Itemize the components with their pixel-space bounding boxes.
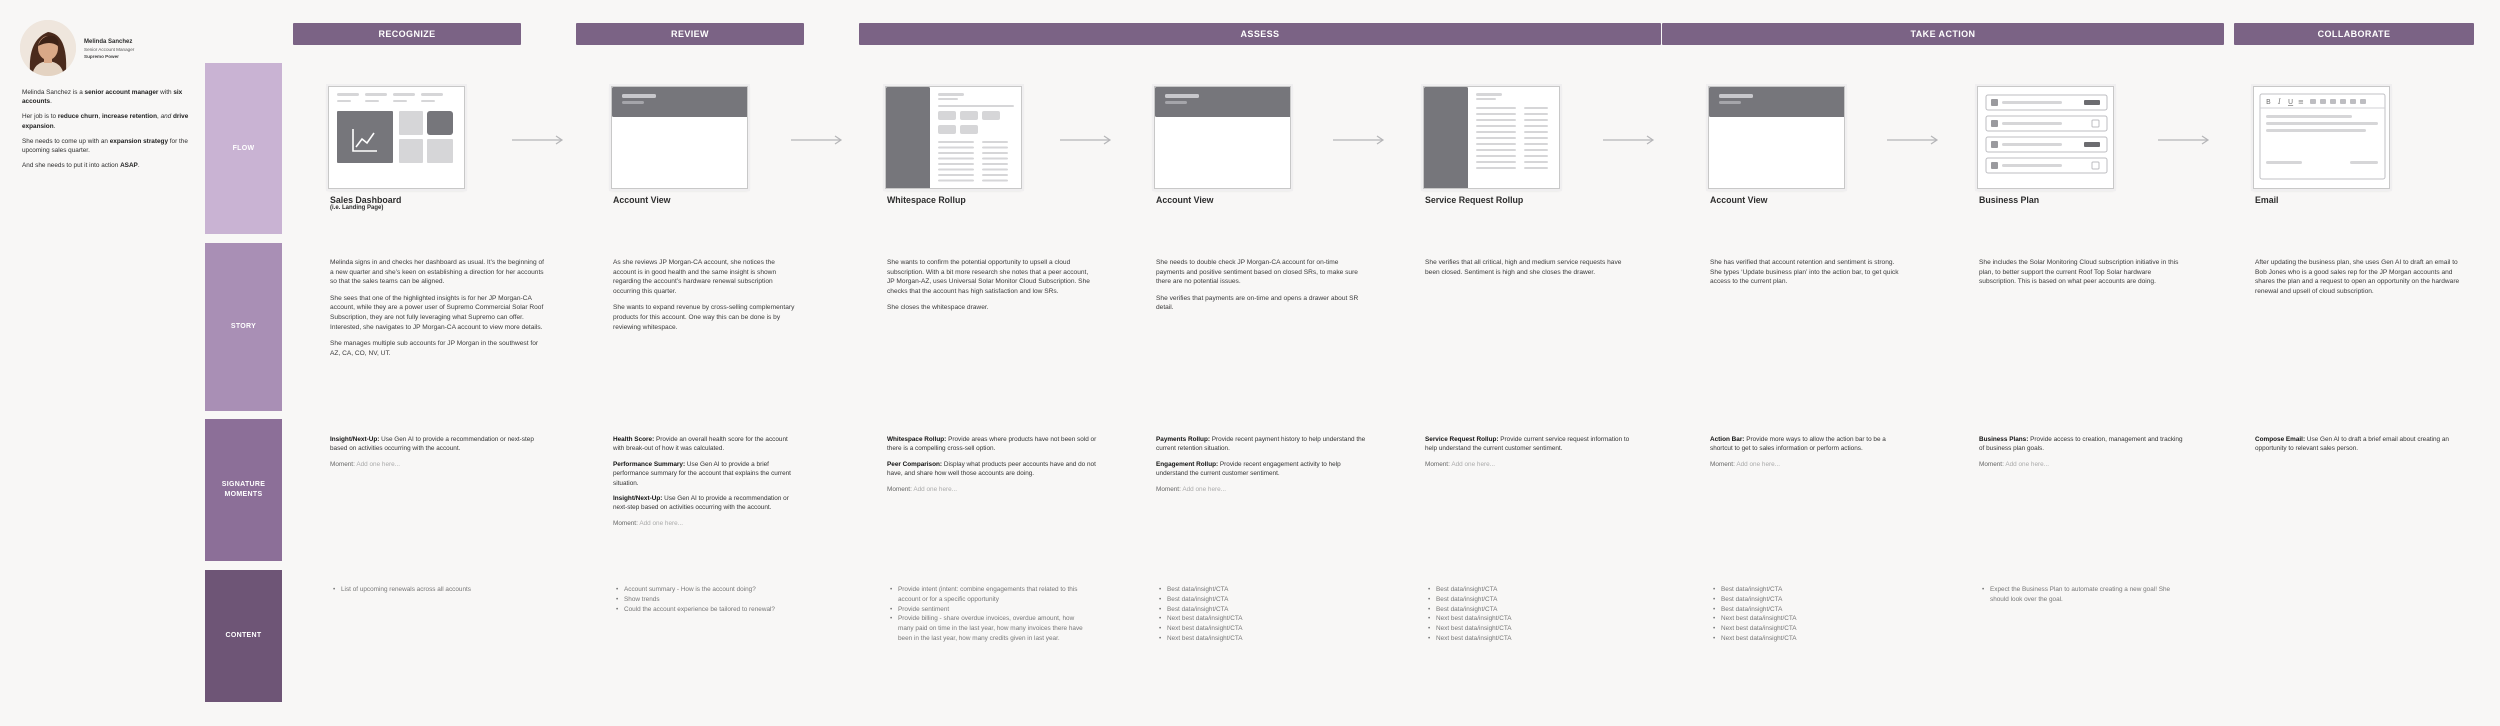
signature-moments — [2255, 435, 2465, 460]
mockup-shape — [938, 163, 974, 165]
signature-moment — [887, 435, 1097, 454]
signature-moment-label: Health Score: — [613, 436, 655, 443]
mockup-shape — [365, 93, 387, 96]
content-list — [615, 585, 792, 614]
signature-moment-label: Service Request Rollup: — [1425, 436, 1499, 443]
mockup-shape — [1476, 161, 1516, 163]
content-item: • Best data/insight/CTA — [1158, 605, 1360, 615]
signature-moments — [1425, 435, 1635, 475]
signature-moment — [1710, 435, 1905, 454]
mockup-shape — [982, 174, 1008, 176]
row-label-content: CONTENT — [205, 570, 282, 702]
add-moment[interactable] — [1710, 460, 1905, 469]
account-view-mockup-icon — [611, 86, 748, 189]
phase-recognize: RECOGNIZE — [293, 23, 521, 45]
signature-moment-label: Payments Rollup: — [1156, 436, 1210, 443]
mockup-shape — [982, 169, 1008, 171]
mockup-shape — [938, 98, 958, 100]
signature-moment-label: Compose Email: — [2255, 436, 2306, 443]
story-paragraph: She includes the Solar Monitoring Cloud subscription initiative in this plan, to better support the current Roof Top Solar hardware subscription. This is based on what peer accounts are doing. — [1979, 259, 2179, 286]
mockup-shape — [938, 125, 956, 134]
mockup-shape — [337, 100, 351, 102]
mockup-shape — [1476, 125, 1516, 127]
mockup-shape — [1991, 162, 1998, 169]
mockup-shape — [1476, 119, 1516, 121]
mockup-shape — [938, 93, 964, 96]
mockup-shape — [1524, 119, 1548, 121]
moment-placeholder[interactable]: Add one here... — [2005, 460, 2050, 468]
mockup-shape — [938, 111, 956, 120]
signature-moment — [1156, 460, 1366, 479]
arrow-right-icon — [791, 135, 843, 145]
mockup-shape — [960, 111, 978, 120]
signature-moments — [1710, 435, 1905, 475]
mockup-shape — [2266, 129, 2366, 132]
mockup-shape — [960, 125, 978, 134]
signature-moment-text: Provide more ways to allow the action bar to be a shortcut to get to sales information or perform actions. — [1710, 436, 1886, 453]
phase-take-action: TAKE ACTION — [1662, 23, 2224, 45]
mockup-shape — [1524, 137, 1548, 139]
add-moment[interactable] — [330, 460, 545, 469]
content-item: • List of upcoming renewals across all accounts — [332, 585, 539, 595]
signature-moments — [887, 435, 1097, 500]
mockup-shape — [938, 105, 1014, 107]
story-paragraph: As she reviews JP Morgan-CA account, she notices the account is in good health and the same insight is shown regarding the account’s hardware renewal subscription occurring this quarter. — [613, 259, 777, 295]
story-paragraph: She verifies that all critical, high and medium service requests have been closed. Sentiment is high and she closes the drawer. — [1425, 259, 1622, 276]
step-title: Account View — [1710, 195, 1768, 205]
mockup-shape — [2084, 142, 2100, 147]
whitespace-rollup-mockup-icon — [885, 86, 1022, 189]
mockup-shape — [982, 147, 1008, 149]
signature-moment-label: Whitespace Rollup: — [887, 436, 947, 443]
moment-placeholder[interactable]: Add one here... — [1736, 460, 1781, 468]
arrow-right-icon — [512, 135, 564, 145]
mockup-shape — [337, 93, 359, 96]
signature-moment-label: Business Plans: — [1979, 436, 2029, 443]
mockup-shape — [393, 100, 407, 102]
persona-description — [22, 88, 190, 176]
add-moment[interactable] — [613, 519, 798, 528]
mockup-shape — [2310, 99, 2316, 104]
mockup-shape — [2360, 99, 2366, 104]
mockup-shape — [2340, 99, 2346, 104]
mockup-shape — [982, 180, 1008, 182]
mockup-shape — [938, 152, 974, 154]
persona-paragraph: Melinda Sanchez is a senior account manager with six accounts. — [22, 89, 183, 106]
mockup-shape — [938, 158, 974, 160]
story-text — [2255, 258, 2465, 303]
story-text — [1979, 258, 2189, 294]
mockup-shape — [2266, 161, 2302, 164]
service-request-mockup-icon — [1423, 86, 1560, 189]
content-list — [332, 585, 539, 595]
arrow-right-icon — [1603, 135, 1655, 145]
mockup-shape — [1476, 93, 1502, 96]
signature-moment — [613, 494, 798, 513]
mockup-shape — [427, 111, 453, 135]
mockup-shape — [938, 174, 974, 176]
mockup-shape — [1476, 155, 1516, 157]
story-paragraph: She wants to expand revenue by cross-selling complementary products for this account. One way this can be done is by reviewing whitespace. — [613, 304, 795, 331]
story-text — [1425, 258, 1635, 284]
signature-moment-label: Action Bar: — [1710, 436, 1745, 443]
mockup-shape — [1476, 107, 1516, 109]
step-title: Sales Dashboard — [330, 195, 402, 205]
mockup-shape: B — [2266, 98, 2271, 106]
content-list — [1158, 585, 1360, 644]
mockup-shape — [938, 147, 974, 149]
avatar — [20, 20, 76, 76]
story-paragraph: She manages multiple sub accounts for JP Morgan in the southwest for AZ, CA, CO, NV, UT. — [330, 340, 539, 357]
signature-moment-label: Engagement Rollup: — [1156, 460, 1219, 468]
email-composer-mockup-icon — [2253, 86, 2390, 189]
mockup-shape — [2002, 122, 2062, 125]
signature-moment-label: Performance Summary: — [613, 460, 686, 468]
mockup-shape — [886, 87, 930, 189]
mockup-shape — [938, 169, 974, 171]
persona-paragraph: And she needs to put it into action ASAP. — [22, 162, 140, 170]
moment-placeholder[interactable]: Add one here... — [356, 460, 401, 468]
content-list — [889, 585, 1091, 644]
signature-moment-text: Provide recent engagement activity to help understand the current customer sentiment. — [1156, 460, 1341, 478]
content-item: • Best data/insight/CTA — [1712, 605, 1899, 615]
signature-moment-text: Use Gen AI to provide a brief performance summary for the account that explains the current situation. — [613, 460, 791, 487]
signature-moment — [1425, 435, 1635, 454]
mockup-shape — [1476, 137, 1516, 139]
mockup-shape — [622, 101, 644, 104]
mockup-shape — [1476, 167, 1516, 169]
mockup-shape — [1476, 98, 1496, 100]
story-text — [1710, 258, 1905, 294]
story-paragraph: She has verified that account retention and sentiment is strong. She types ‘Update business plan’ into the action bar, to get quick access to the current plan. — [1710, 259, 1899, 286]
mockup-shape — [1165, 101, 1187, 104]
signature-moment-text: Provide recent payment history to help understand the current retention situation. — [1156, 436, 1366, 453]
dashboard-mockup-icon — [328, 86, 465, 189]
mockup-shape — [2092, 120, 2099, 127]
mockup-shape — [1476, 143, 1516, 145]
step-title: Business Plan — [1979, 195, 2040, 205]
arrow-right-icon — [2158, 135, 2210, 145]
row-label-signature-moments: SIGNATURE MOMENTS — [205, 419, 282, 561]
signature-moments — [1156, 435, 1366, 500]
mockup-shape — [365, 100, 379, 102]
moment-placeholder[interactable]: Add one here... — [1182, 485, 1227, 493]
content-item: • Best data/insight/CTA — [1427, 595, 1629, 605]
row-label-flow: FLOW — [205, 63, 282, 234]
mockup-shape — [1524, 155, 1548, 157]
mockup-shape — [1991, 141, 1998, 148]
mockup-shape — [399, 139, 423, 163]
mockup-shape — [1524, 143, 1548, 145]
mockup-shape — [1524, 125, 1548, 127]
content-item: • Provide billing - share overdue invoices, overdue amount, how many paid on time in the last year, how many invoices there have been in the last year, how many credits given in last year. — [889, 614, 1091, 643]
content-item: • Next best data/insight/CTA — [1712, 634, 1899, 644]
signature-moment-label: Insight/Next-Up: — [613, 495, 663, 503]
signature-moment — [330, 435, 545, 454]
signature-moment-text: Provide areas where products have not been sold or there is a compelling cross-sell option. — [887, 436, 1097, 453]
moment-label: Moment: — [1979, 460, 2004, 468]
step-title: Account View — [1156, 195, 1214, 205]
story-text — [887, 258, 1097, 320]
content-item: • Account summary - How is the account doing? — [615, 585, 792, 595]
content-item: • Provide sentiment — [889, 605, 1091, 615]
mockup-shape: I — [2278, 98, 2281, 106]
story-text — [613, 258, 798, 339]
mockup-shape — [1524, 107, 1548, 109]
mockup-shape — [938, 180, 974, 182]
account-view-mockup-icon — [1708, 86, 1845, 189]
mockup-shape — [1524, 161, 1548, 163]
signature-moment-text: Use Gen AI to draft a brief email about creating an opportunity to relevant sales person. — [2255, 436, 2449, 453]
signature-moment — [887, 460, 1097, 479]
mockup-shape — [2002, 164, 2062, 167]
mockup-shape — [1524, 149, 1548, 151]
mockup-shape — [1991, 120, 1998, 127]
mockup-shape — [1719, 101, 1741, 104]
moment-placeholder[interactable]: Add one here... — [639, 519, 684, 527]
mockup-shape — [2084, 100, 2100, 105]
signature-moment — [613, 435, 798, 454]
content-list — [1427, 585, 1629, 644]
signature-moment-text: Use Gen AI to provide a recommendation or next-step based on activities occurring with the account. — [330, 436, 534, 453]
mockup-shape — [2260, 94, 2385, 179]
persona-name: Melinda Sanchez — [84, 39, 133, 45]
story-text — [1156, 258, 1366, 320]
mockup-shape — [1476, 113, 1516, 115]
mockup-shape: U — [2288, 98, 2294, 106]
content-item: • Best data/insight/CTA — [1427, 585, 1629, 595]
mockup-shape — [1476, 131, 1516, 133]
mockup-shape — [1165, 94, 1199, 98]
business-plan-mockup-icon — [1977, 86, 2114, 189]
signature-moments — [330, 435, 545, 475]
phase-assess: ASSESS — [859, 23, 1661, 45]
content-item: • Best data/insight/CTA — [1712, 595, 1899, 605]
mockup-shape — [2266, 122, 2378, 125]
mockup-shape: ≡ — [2298, 98, 2304, 106]
mockup-shape — [2330, 99, 2336, 104]
signature-moment-text: Provide access to creation, management and tracking of business plan goals. — [1979, 436, 2183, 453]
story-paragraph: After updating the business plan, she uses Gen AI to draft an email to Bob Jones who is a good sales rep for the JP Morgan accounts and shares the plan and a request to open an opportunity on the hardware renewal and upsell of cloud subscription. — [2255, 259, 2460, 295]
content-item: • Best data/insight/CTA — [1158, 595, 1360, 605]
moment-placeholder[interactable]: Add one here... — [1451, 460, 1496, 468]
mockup-shape — [337, 111, 393, 163]
content-item: • Expect the Business Plan to automate creating a new goal! She should look over the goal. — [1981, 585, 2183, 605]
story-paragraph: She sees that one of the highlighted insights is for her JP Morgan-CA account, while they are a power user of Supremo Commercial Solar Roof Subscription, they are not fully leveraging what Supremo can offer. Interested, she navigates to JP Morgan-CA account to view more details. — [330, 294, 544, 331]
mockup-shape — [1524, 113, 1548, 115]
content-list — [1981, 585, 2183, 605]
content-item: • Next best data/insight/CTA — [1427, 614, 1629, 624]
signature-moment-label: Insight/Next-Up: — [330, 436, 380, 443]
mockup-shape — [2002, 143, 2062, 146]
story-paragraph: Melinda signs in and checks her dashboard as usual. It’s the beginning of a new quarter and she’s keen on establishing a direction for her accounts so that the sales teams can be aligned. — [330, 259, 544, 286]
signature-moment-text: Provide an overall health score for the account with break-out of how it was calculated. — [613, 436, 788, 453]
persona-paragraph: She needs to come up with an expansion strategy for the upcoming sales quarter. — [22, 137, 188, 155]
content-item: • Next best data/insight/CTA — [1712, 614, 1899, 624]
story-paragraph: She closes the whitespace drawer. — [887, 304, 989, 312]
persona-title: Senior Account Manager — [84, 47, 135, 52]
signature-moment-label: Peer Comparison: — [887, 460, 943, 468]
phase-collaborate: COLLABORATE — [2234, 23, 2474, 45]
moment-label: Moment: — [330, 460, 355, 468]
arrow-right-icon — [1333, 135, 1385, 145]
mockup-shape — [982, 111, 1000, 120]
signature-moment-text: Provide current service request information to help understand the current customer sentiment. — [1425, 436, 1630, 453]
content-item: • Could the account experience be tailored to renewal? — [615, 605, 792, 615]
content-item: • Next best data/insight/CTA — [1158, 624, 1360, 634]
moment-label: Moment: — [1710, 460, 1735, 468]
signature-moments — [613, 435, 798, 534]
step-title: Email — [2255, 195, 2279, 205]
step-title: Account View — [613, 195, 671, 205]
moment-placeholder[interactable]: Add one here... — [913, 485, 958, 493]
account-view-mockup-icon — [1154, 86, 1291, 189]
add-moment[interactable] — [887, 485, 1097, 494]
mockup-shape — [2320, 99, 2326, 104]
content-item: • Show trends — [615, 595, 792, 605]
content-item: • Best data/insight/CTA — [1158, 585, 1360, 595]
content-item: • Next best data/insight/CTA — [1427, 634, 1629, 644]
story-paragraph: She verifies that payments are on-time and opens a drawer about SR detail. — [1156, 294, 1359, 312]
signature-moment — [1156, 435, 1366, 454]
mockup-shape — [2266, 115, 2352, 118]
phase-review: REVIEW — [576, 23, 804, 45]
content-item: • Provide intent (intent: combine engagements that related to this account or for a specific opportunity — [889, 585, 1091, 605]
content-item: • Best data/insight/CTA — [1712, 585, 1899, 595]
signature-moment-text: Display what products peer accounts have and do not have, and share how well those accounts are doing. — [887, 460, 1096, 478]
content-item: • Best data/insight/CTA — [1427, 605, 1629, 615]
add-moment[interactable] — [1425, 460, 1635, 469]
content-item: • Next best data/insight/CTA — [1427, 624, 1629, 634]
add-moment[interactable] — [1156, 485, 1366, 494]
content-item: • Next best data/insight/CTA — [1158, 634, 1360, 644]
mockup-shape — [399, 111, 423, 135]
mockup-shape — [982, 158, 1008, 160]
persona-paragraph: Her job is to reduce churn, increase retention, and drive expansion. — [22, 113, 189, 130]
mockup-shape — [421, 100, 435, 102]
story-text — [330, 258, 545, 365]
arrow-right-icon — [1060, 135, 1112, 145]
signature-moment — [2255, 435, 2465, 454]
mockup-shape — [2350, 99, 2356, 104]
persona-company: Supremo Power — [84, 54, 119, 59]
moment-label: Moment: — [1425, 460, 1450, 468]
signature-moment — [1979, 435, 2189, 454]
mockup-shape — [1424, 87, 1468, 189]
step-title: Whitespace Rollup — [887, 195, 966, 205]
mockup-shape — [1476, 149, 1516, 151]
content-list — [1712, 585, 1899, 644]
arrow-right-icon — [1887, 135, 1939, 145]
mockup-shape — [1524, 131, 1548, 133]
signature-moment-text: Use Gen AI to provide a recommendation or next-step based on activities occurring with the account. — [613, 495, 789, 512]
story-paragraph: She needs to double check JP Morgan-CA account for on-time payments and positive sentiment based on closed SRs, to make sure there are no potential issues. — [1156, 259, 1358, 286]
step-title: Service Request Rollup — [1425, 195, 1524, 205]
mockup-shape — [1524, 167, 1548, 169]
mockup-shape — [622, 94, 656, 98]
add-moment[interactable] — [1979, 460, 2189, 469]
mockup-shape — [2092, 162, 2099, 169]
moment-label: Moment: — [887, 485, 912, 493]
mockup-shape — [982, 152, 1008, 154]
content-item: • Next best data/insight/CTA — [1158, 614, 1360, 624]
row-label-story: STORY — [205, 243, 282, 411]
mockup-shape — [427, 139, 453, 163]
story-paragraph: She wants to confirm the potential opportunity to upsell a cloud subscription. With a bit more research she notes that a peer account, JP Morgan-AZ, uses Universal Solar Monitor Cloud Subscription. She checks that the account has high satisfaction and low SRs. — [887, 259, 1090, 295]
mockup-shape — [1719, 94, 1753, 98]
signature-moments — [1979, 435, 2189, 475]
mockup-shape — [421, 93, 443, 96]
mockup-shape — [393, 93, 415, 96]
signature-moment — [613, 460, 798, 488]
step-subtitle: (i.e. Landing Page) — [330, 205, 384, 211]
moment-label: Moment: — [1156, 485, 1181, 493]
mockup-shape — [1991, 99, 1998, 106]
moment-label: Moment: — [613, 519, 638, 527]
mockup-shape — [938, 141, 974, 143]
mockup-shape — [982, 141, 1008, 143]
mockup-shape — [2002, 101, 2062, 104]
content-item: • Next best data/insight/CTA — [1712, 624, 1899, 634]
mockup-shape — [2350, 161, 2378, 164]
mockup-shape — [982, 163, 1008, 165]
